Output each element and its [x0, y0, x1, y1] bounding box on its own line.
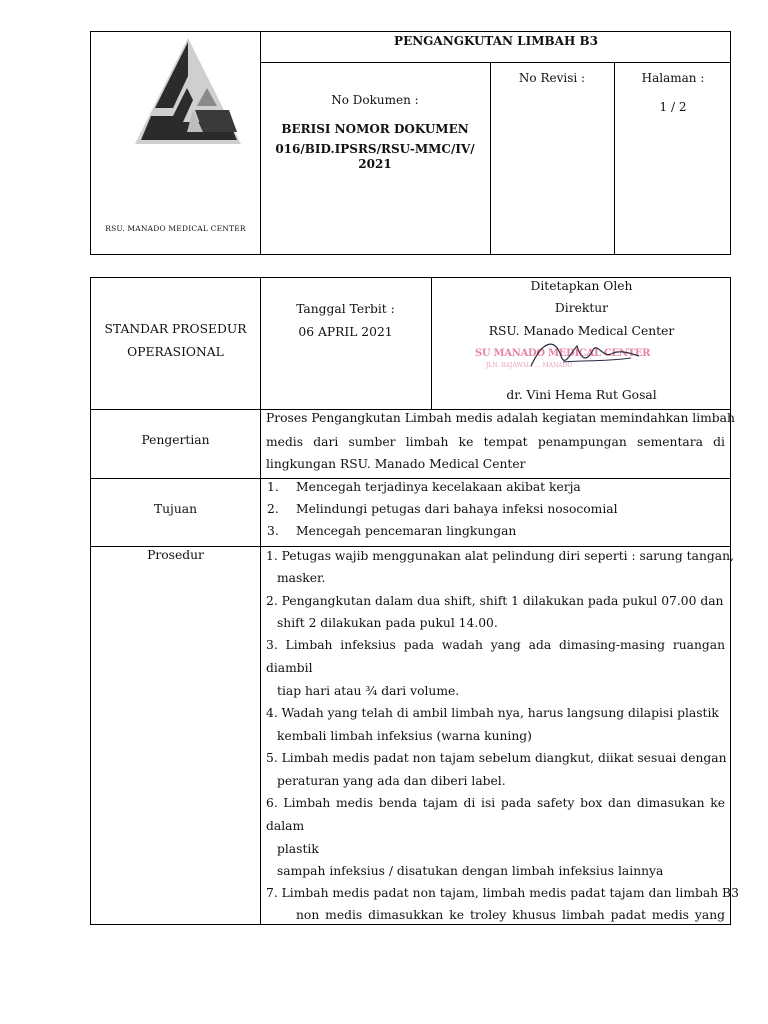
tujuan-item-number: 3.	[267, 524, 279, 538]
ditetapkan-label: Ditetapkan Oleh	[530, 279, 633, 293]
official-stamp: SU MANADO MEDICAL CENTER	[475, 348, 651, 359]
prosedur-line: 1. Petugas wajib menggunakan alat pelindung diri seperti : sarung tangan,	[266, 549, 734, 563]
pengertian-text: Proses Pengangkutan Limbah medis adalah kegiatan memindahkan limbah	[266, 411, 735, 425]
tujuan-item: Mencegah terjadinya kecelakaan akibat kerja	[296, 480, 581, 494]
sop-table	[90, 277, 739, 925]
prosedur-line: 2. Pengangkutan dalam dua shift, shift 1 dilakukan pada pukul 07.00 dan	[266, 594, 724, 608]
prosedur-line: 7. Limbah medis padat non tajam, limbah medis padat tajam dan limbah B3	[266, 886, 739, 900]
official-stamp-address: JLN. RAJAWALI ... MANADO	[486, 362, 573, 369]
document-header	[90, 31, 731, 255]
divider	[91, 546, 730, 547]
prosedur-line: sampah infeksius / disatukan dengan limbah infeksius lainnya	[277, 864, 664, 878]
divider	[260, 278, 261, 924]
tanggal-terbit-value: 06 APRIL 2021	[298, 325, 393, 339]
prosedur-label: Prosedur	[147, 548, 204, 562]
no-dokumen-value: BERISI NOMOR DOKUMEN	[281, 122, 469, 136]
no-dokumen-value: 2021	[358, 157, 392, 171]
document-title: PENGANGKUTAN LIMBAH B3	[394, 34, 598, 48]
prosedur-line: shift 2 dilakukan pada pukul 14.00.	[277, 616, 498, 630]
halaman-label: Halaman :	[641, 71, 705, 85]
prosedur-line: plastik	[277, 842, 319, 856]
no-dokumen-value: 016/BID.IPSRS/RSU-MMC/IV/	[275, 142, 475, 156]
direktur-label: Direktur	[554, 301, 609, 315]
no-dokumen-label: No Dokumen :	[331, 93, 419, 107]
divider	[91, 409, 730, 410]
tujuan-item-number: 1.	[267, 480, 279, 494]
pengertian-text: medis dari sumber limbah ke tempat penampungan sementara di	[266, 435, 725, 449]
pengertian-text: lingkungan RSU. Manado Medical Center	[266, 457, 526, 471]
hospital-name: RSU. MANADO MEDICAL CENTER	[105, 224, 246, 233]
tujuan-item: Mencegah pencemaran lingkungan	[296, 524, 517, 538]
halaman-value: 1 / 2	[659, 100, 687, 114]
no-revisi-label: No Revisi :	[518, 71, 586, 85]
prosedur-line: diambil	[266, 661, 313, 675]
prosedur-line: non medis dimasukkan ke troley khusus limbah padat medis yang	[296, 908, 725, 922]
divider	[260, 62, 730, 63]
tujuan-item: Melindungi petugas dari bahaya infeksi nosocomial	[296, 502, 618, 516]
divider	[91, 478, 730, 479]
tujuan-label: Tujuan	[153, 502, 198, 516]
tanggal-terbit-label: Tanggal Terbit :	[296, 302, 395, 316]
sop-label: OPERASIONAL	[127, 345, 224, 359]
prosedur-line: tiap hari atau ¾ dari volume.	[277, 684, 460, 698]
prosedur-line: kembali limbah infeksius (warna kuning)	[277, 729, 532, 743]
prosedur-line: 6. Limbah medis benda tajam di isi pada safety box dan dimasukan ke	[266, 796, 725, 810]
prosedur-line: 3. Limbah infeksius pada wadah yang ada dimasing-masing ruangan	[266, 638, 725, 652]
prosedur-line: dalam	[266, 819, 305, 833]
prosedur-line: 4. Wadah yang telah di ambil limbah nya, harus langsung dilapisi plastik	[266, 706, 719, 720]
sop-label: STANDAR PROSEDUR	[104, 322, 247, 336]
signature-icon	[521, 332, 651, 380]
tujuan-item-number: 2.	[267, 502, 279, 516]
prosedur-line: peraturan yang ada dan diberi label.	[277, 774, 506, 788]
hospital-logo-icon	[133, 36, 243, 148]
signatory-name: dr. Vini Hema Rut Gosal	[506, 388, 657, 402]
divider	[490, 62, 491, 254]
prosedur-line: 5. Limbah medis padat non tajam sebelum diangkut, diikat sesuai dengan	[266, 751, 727, 765]
prosedur-line: masker.	[277, 571, 326, 585]
institution-name: RSU. Manado Medical Center	[488, 324, 675, 338]
divider	[614, 62, 615, 254]
pengertian-label: Pengertian	[141, 433, 210, 447]
